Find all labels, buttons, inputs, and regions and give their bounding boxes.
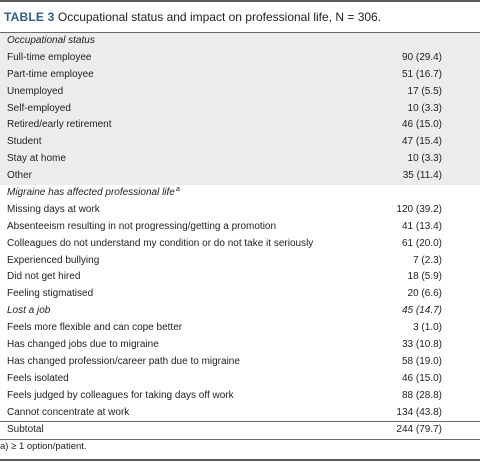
table-row (0, 117, 480, 134)
row-value: 120 (39.2) (396, 203, 442, 215)
row-value: 134 (43.8) (396, 406, 442, 418)
row-value: 47 (15.4) (401, 136, 442, 148)
row-label: Has changed profession/career path due to migraine (7, 355, 240, 367)
table-row (0, 168, 480, 185)
table-row (0, 101, 480, 118)
row-value: 90 (29.4) (401, 51, 442, 63)
subtotal-value: 244 (79.7) (396, 424, 442, 436)
table-row (0, 269, 480, 286)
section-heading (0, 33, 480, 50)
row-label: Student (7, 136, 42, 148)
table-row (0, 405, 480, 422)
table-number: TABLE 3 (4, 10, 55, 24)
section-heading-label: Occupational status (7, 35, 95, 46)
row-value: 35 (11.4) (402, 170, 442, 182)
footnote-marker: a (176, 186, 180, 194)
table-footnote: a) ≥ 1 option/patient. (0, 441, 87, 452)
table-row (0, 253, 480, 270)
data-table (0, 33, 480, 440)
row-value: 7 (2.3) (413, 254, 442, 266)
table-row (0, 50, 480, 67)
table-row (0, 354, 480, 371)
table-row (0, 202, 480, 219)
row-value: 17 (5.5) (407, 85, 442, 97)
row-value: 45 (14.7) (401, 305, 442, 317)
section-heading-label: Migraine has affected professional life (7, 187, 175, 199)
subtotal-label: Subtotal (7, 424, 44, 436)
row-label: Missing days at work (7, 203, 100, 215)
row-label: Unemployed (7, 85, 64, 97)
row-label: Colleagues do not understand my condition or do not take it seriously (7, 237, 314, 249)
row-value: 33 (10.8) (401, 339, 442, 351)
table-row (0, 286, 480, 303)
row-value: 18 (5.9) (407, 271, 442, 283)
row-value: 20 (6.6) (407, 288, 442, 300)
table-caption (4, 7, 381, 27)
row-label: Full-time employee (7, 51, 92, 63)
table-row (0, 371, 480, 388)
row-label: Other (7, 170, 33, 182)
table-row (0, 219, 480, 236)
row-label: Lost a job (7, 305, 51, 317)
subtotal-row (0, 422, 480, 439)
row-label: Did not get hired (7, 271, 81, 283)
row-value: 3 (1.0) (413, 322, 442, 334)
row-label: Cannot concentrate at work (7, 406, 130, 418)
row-label: Feels judged by colleagues for taking days off work (7, 389, 234, 401)
row-value: 88 (28.8) (401, 389, 442, 401)
row-label: Experienced bullying (7, 254, 100, 266)
row-value: 46 (15.0) (401, 372, 442, 384)
row-value: 10 (3.3) (407, 102, 442, 114)
bottom-rule (0, 459, 480, 461)
table-row (0, 337, 480, 354)
table-row (0, 134, 480, 151)
row-value: 51 (16.7) (401, 68, 442, 80)
row-label: Retired/early retirement (7, 119, 112, 131)
table-row (0, 320, 480, 337)
row-value: 61 (20.0) (401, 237, 442, 249)
row-label: Absenteeism resulting in not progressing/getting a promotion (7, 220, 277, 232)
row-label: Part-time employee (7, 68, 94, 80)
table-title: Occupational status and impact on professional life, N = 306. (57, 10, 382, 24)
table-row (0, 67, 480, 84)
table-row (0, 388, 480, 405)
row-label: Self-employed (7, 102, 71, 114)
table-row (0, 151, 480, 168)
table-row (0, 236, 480, 253)
row-label: Has changed jobs due to migraine (7, 339, 159, 351)
row-value: 10 (3.3) (407, 153, 442, 165)
row-label: Stay at home (7, 153, 66, 165)
row-value: 46 (15.0) (401, 119, 442, 131)
table-row (0, 84, 480, 101)
table-row (0, 303, 480, 320)
row-value: 41 (13.4) (401, 220, 442, 232)
row-label: Feels more flexible and can cope better (7, 322, 183, 334)
top-rule (0, 0, 480, 2)
section-heading (0, 185, 480, 202)
row-value: 58 (19.0) (401, 355, 442, 367)
row-label: Feeling stigmatised (7, 288, 94, 300)
row-label: Feels isolated (7, 372, 69, 384)
